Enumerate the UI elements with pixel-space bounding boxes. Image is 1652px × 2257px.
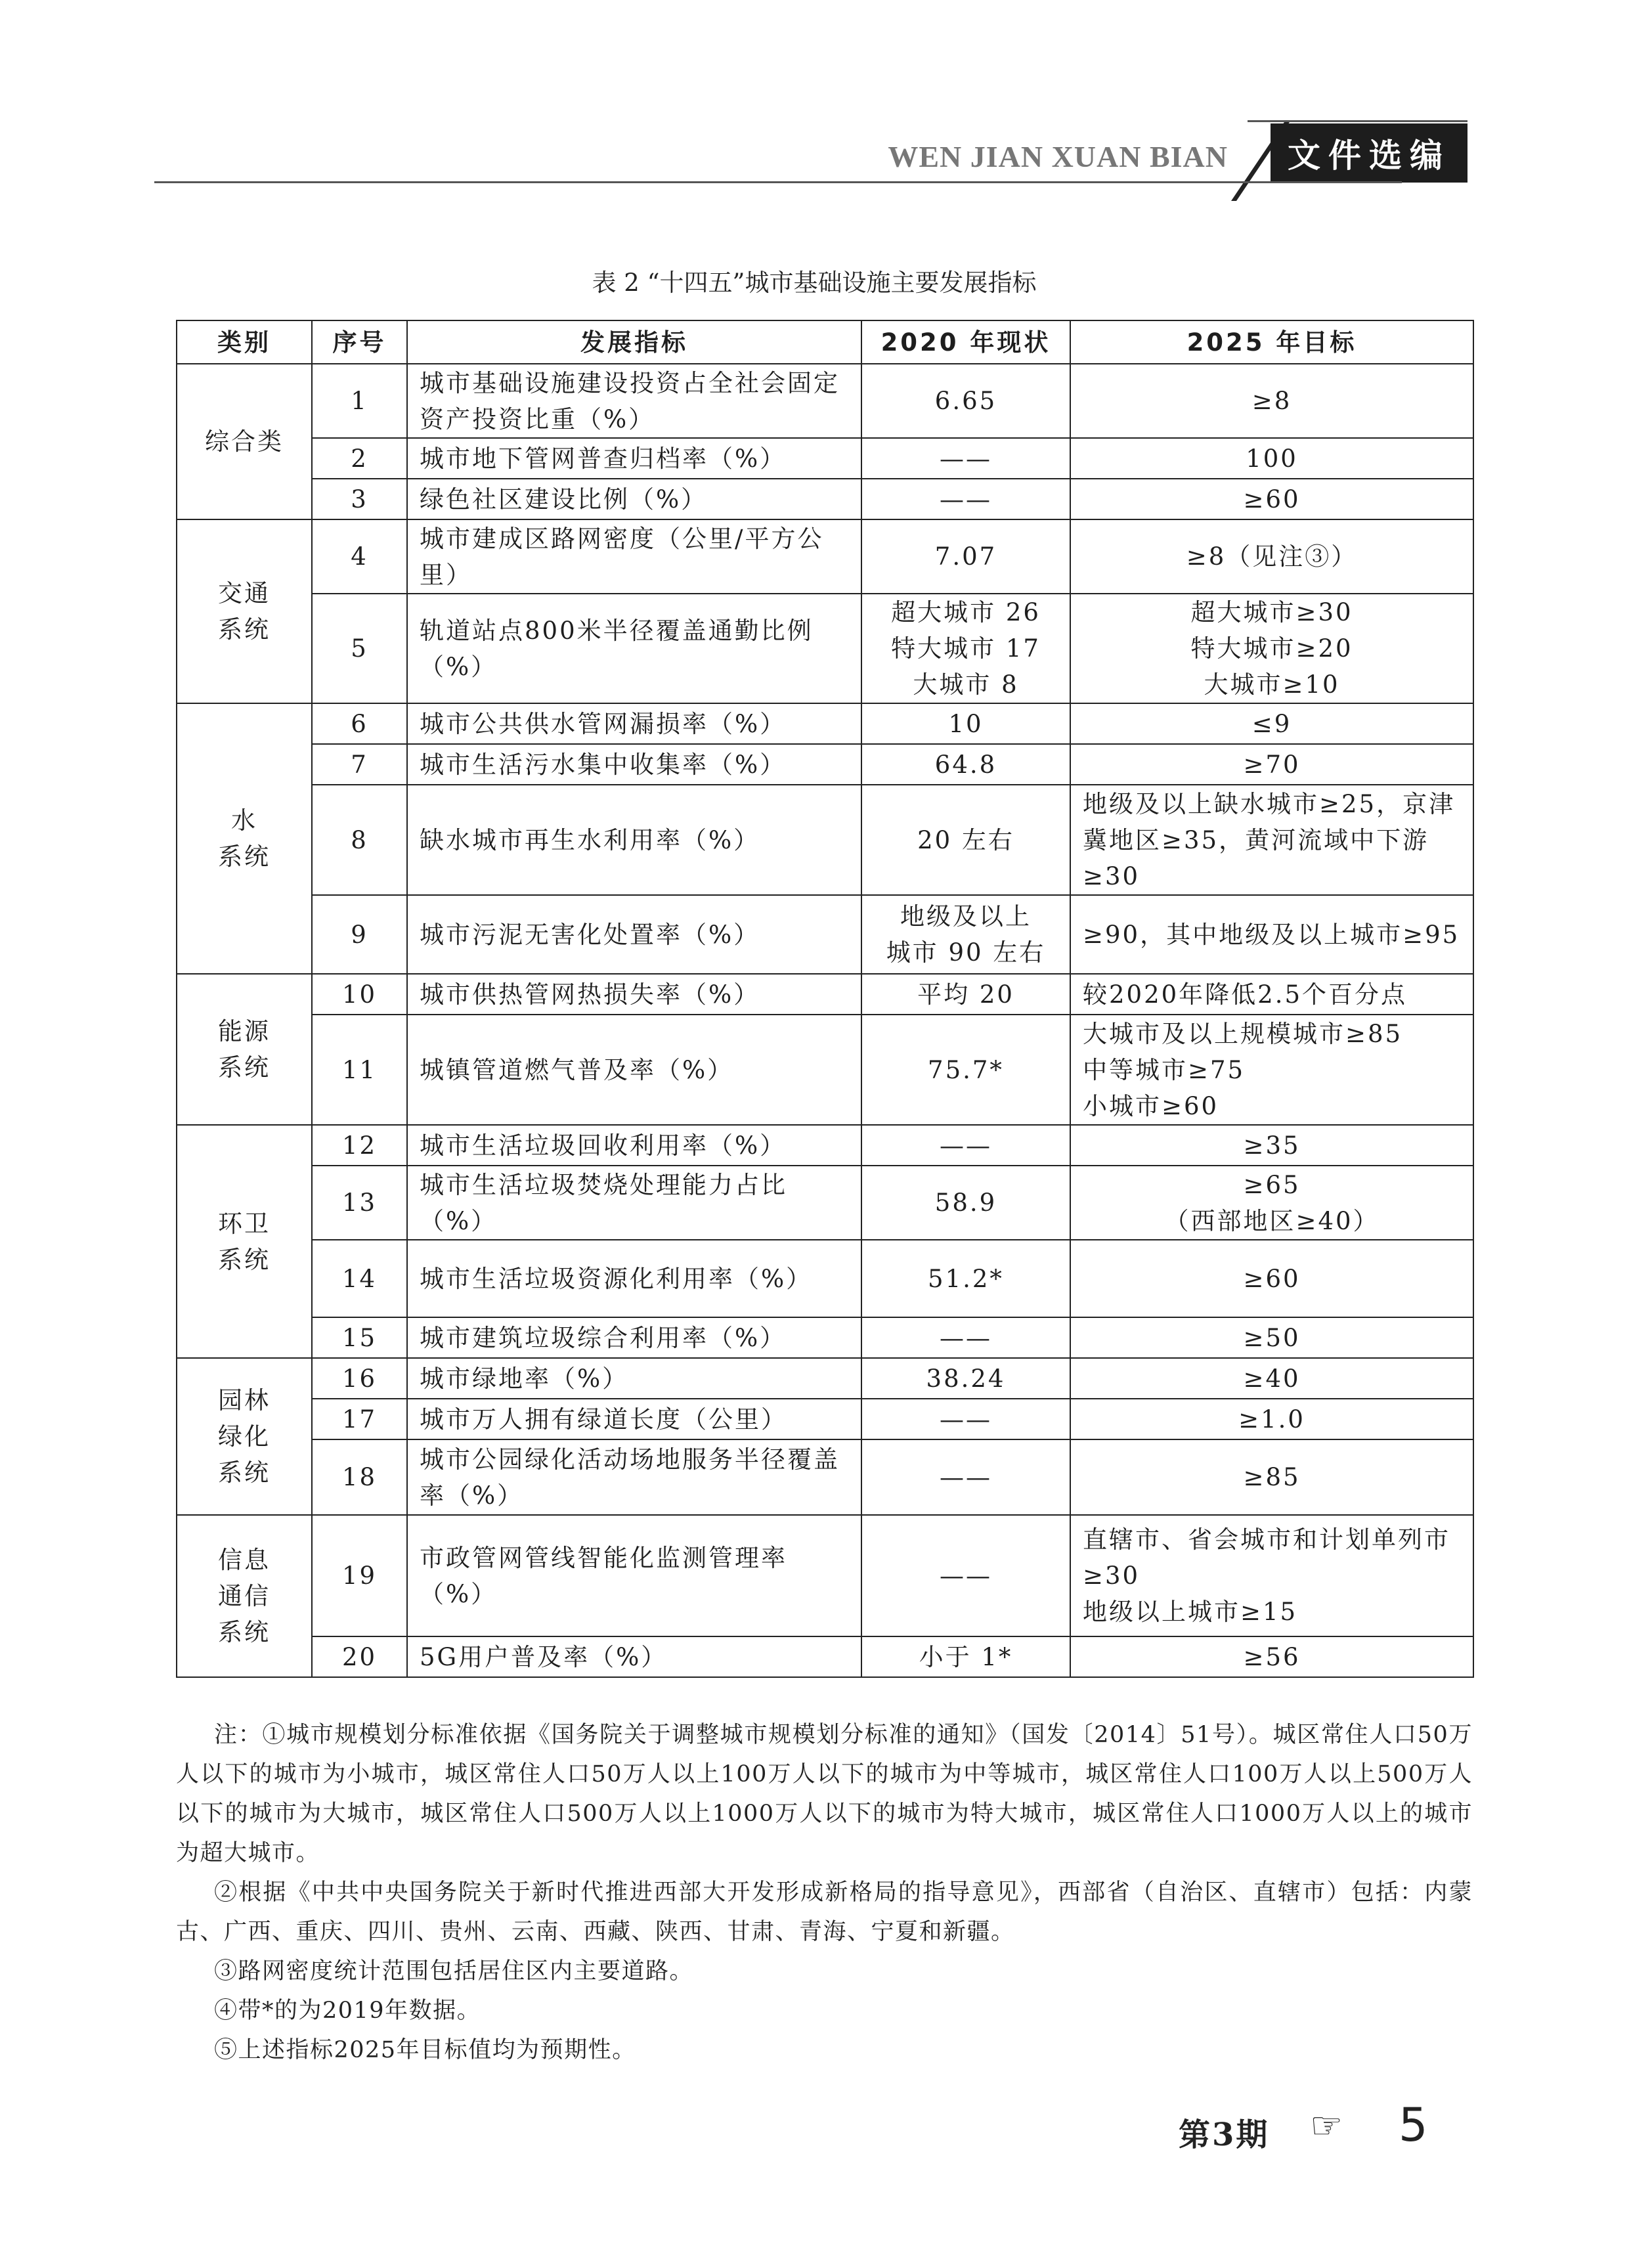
category-line: 系统 (218, 615, 271, 644)
table-row (177, 438, 1473, 479)
row-status: 51.2* (861, 1240, 1070, 1317)
category-huanwei (177, 1125, 312, 1358)
table-row (177, 1358, 1473, 1399)
row-target: ≥40 (1070, 1358, 1473, 1399)
row-status: —— (861, 438, 1070, 479)
category-shui (177, 703, 312, 974)
category-line: 信息 (218, 1546, 271, 1574)
row-indicator: 城市供热管网热损失率（%） (407, 974, 861, 1015)
row-status: —— (861, 1125, 1070, 1166)
row-status: —— (861, 1399, 1070, 1439)
row-target: 地级及以上缺水城市≥25，京津冀地区≥35，黄河流域中下游≥30 (1070, 785, 1473, 895)
table-row (177, 364, 1473, 438)
category-nengyuan (177, 974, 312, 1125)
col-header-indicator: 发展指标 (407, 320, 861, 364)
category-line: 绿化 (218, 1422, 271, 1451)
row-number: 10 (312, 974, 407, 1015)
row-target: ≥60 (1070, 1240, 1473, 1317)
row-status: —— (861, 1439, 1070, 1515)
row-indicator: 城镇管道燃气普及率（%） (407, 1015, 861, 1125)
row-status (861, 895, 1070, 974)
table-row (177, 974, 1473, 1015)
table-row (177, 1125, 1473, 1166)
header-latin-title: WEN JIAN XUAN BIAN (888, 140, 1228, 173)
table-notes (176, 1715, 1473, 2070)
status-line: 城市 90 左右 (886, 938, 1046, 967)
row-target: 较2020年降低2.5个百分点 (1070, 974, 1473, 1015)
row-indicator: 市政管网管线智能化监测管理率（%） (407, 1515, 861, 1636)
row-status: 平均 20 (861, 974, 1070, 1015)
target-line: 超大城市≥30 (1190, 598, 1353, 626)
row-number: 1 (312, 364, 407, 438)
category-line: 交通 (218, 579, 271, 607)
row-target: ≥50 (1070, 1317, 1473, 1358)
row-number: 8 (312, 785, 407, 895)
note-2: ②根据《中共中央国务院关于新时代推进西部大开发形成新格局的指导意见》，西部省（自治区、直辖市）包括：内蒙古、广西、重庆、四川、贵州、云南、西藏、陕西、甘肃、青海、宁夏和新疆。 (176, 1879, 1473, 1945)
note-5: ⑤上述指标2025年目标值均为预期性。 (214, 2037, 636, 2063)
row-number: 7 (312, 744, 407, 785)
table-header-row (177, 320, 1473, 364)
col-header-number: 序号 (312, 320, 407, 364)
table-row (177, 744, 1473, 785)
target-line: 小城市≥60 (1083, 1091, 1219, 1120)
row-status: 20 左右 (861, 785, 1070, 895)
note-4: ④带*的为2019年数据。 (214, 1998, 481, 2024)
table-row (177, 703, 1473, 744)
row-target (1070, 594, 1473, 703)
table-row (177, 1015, 1473, 1125)
category-line: 系统 (218, 843, 271, 871)
row-indicator: 城市建成区路网密度（公里/平方公里） (407, 519, 861, 594)
table-caption: 表 2 “十四五”城市基础设施主要发展指标 (592, 269, 1037, 297)
status-line: 超大城市 26 (891, 598, 1041, 626)
table-row (177, 1515, 1473, 1636)
row-indicator: 城市生活污水集中收集率（%） (407, 744, 861, 785)
row-target: ≥70 (1070, 744, 1473, 785)
row-number: 6 (312, 703, 407, 744)
row-target (1070, 1015, 1473, 1125)
row-number: 3 (312, 479, 407, 519)
row-number: 5 (312, 594, 407, 703)
table-row (177, 1317, 1473, 1358)
row-status: 75.7* (861, 1015, 1070, 1125)
row-status: —— (861, 1317, 1070, 1358)
target-line: 中等城市≥75 (1083, 1055, 1246, 1084)
row-number: 13 (312, 1166, 407, 1240)
row-target: ≥8 (1070, 364, 1473, 438)
row-target (1070, 1515, 1473, 1636)
target-line: 特大城市≥20 (1190, 634, 1353, 663)
status-line: 地级及以上 (900, 902, 1032, 931)
row-target: ≥60 (1070, 479, 1473, 519)
row-number: 18 (312, 1439, 407, 1515)
category-xinxi (177, 1515, 312, 1677)
table-row (177, 1636, 1473, 1677)
category-line: 环卫 (218, 1209, 271, 1238)
category-line: 能源 (218, 1017, 271, 1045)
row-target: ≥1.0 (1070, 1399, 1473, 1439)
row-target (1070, 1166, 1473, 1240)
row-status: 38.24 (861, 1358, 1070, 1399)
category-line: 系统 (218, 1458, 271, 1487)
page-number: 5 (1399, 2098, 1428, 2152)
header-rule (154, 181, 1402, 183)
row-status: —— (861, 1515, 1070, 1636)
row-indicator: 城市生活垃圾焚烧处理能力占比（%） (407, 1166, 861, 1240)
row-target: ≥85 (1070, 1439, 1473, 1515)
category-line: 园林 (218, 1386, 271, 1414)
status-line: 大城市 8 (913, 670, 1019, 699)
status-line: 特大城市 17 (891, 634, 1041, 663)
row-target: ≥8（见注③） (1070, 519, 1473, 594)
row-indicator: 城市公园绿化活动场地服务半径覆盖率（%） (407, 1439, 861, 1515)
target-line: 直辖市、省会城市和计划单列市≥30 (1083, 1525, 1450, 1590)
category-line: 系统 (218, 1053, 271, 1082)
row-indicator: 城市生活垃圾回收利用率（%） (407, 1125, 861, 1166)
row-status: 64.8 (861, 744, 1070, 785)
row-target: ≤9 (1070, 703, 1473, 744)
target-line: （西部地区≥40） (1164, 1206, 1380, 1235)
row-status: 6.65 (861, 364, 1070, 438)
col-header-target-2025: 2025 年目标 (1070, 320, 1473, 364)
target-line: 大城市≥10 (1204, 670, 1340, 699)
target-line: ≥65 (1243, 1170, 1301, 1199)
col-header-status-2020: 2020 年现状 (861, 320, 1070, 364)
target-line: 大城市及以上规模城市≥85 (1083, 1019, 1403, 1048)
note-1: 注：①城市规模划分标准依据《国务院关于调整城市规模划分标准的通知》（国发〔2014〕51号）。城区常住人口50万人以下的城市为小城市，城区常住人口50万人以上100万人以下的城市为中等城市，城区常住人口100万人以上500万人以下的城市为大城市，城区常住人口500万人以上1000万人以下的城市为特大城市，城区常住人口1000万人以上的城市为超大城市。 (176, 1722, 1473, 1866)
table-row (177, 785, 1473, 895)
row-target: ≥56 (1070, 1636, 1473, 1677)
row-number: 4 (312, 519, 407, 594)
row-number: 2 (312, 438, 407, 479)
row-target: ≥35 (1070, 1125, 1473, 1166)
row-number: 19 (312, 1515, 407, 1636)
row-indicator: 轨道站点800米半径覆盖通勤比例（%） (407, 594, 861, 703)
row-status: 58.9 (861, 1166, 1070, 1240)
row-number: 17 (312, 1399, 407, 1439)
row-indicator: 城市基础设施建设投资占全社会固定资产投资比重（%） (407, 364, 861, 438)
header-section-title: 文件选编 (1271, 123, 1467, 183)
category-line: 通信 (218, 1582, 271, 1610)
pointing-hand-icon: ☞ (1310, 2105, 1343, 2147)
row-target: 100 (1070, 438, 1473, 479)
issue-number: 第3期 (1179, 2116, 1270, 2153)
category-jiaotong (177, 519, 312, 703)
row-status: 小于 1* (861, 1636, 1070, 1677)
row-indicator: 城市建筑垃圾综合利用率（%） (407, 1317, 861, 1358)
row-status: 7.07 (861, 519, 1070, 594)
row-indicator: 城市生活垃圾资源化利用率（%） (407, 1240, 861, 1317)
category-line: 系统 (218, 1245, 271, 1274)
table-row (177, 895, 1473, 974)
row-number: 14 (312, 1240, 407, 1317)
header-rule-top (1248, 120, 1467, 122)
category-zonghe: 综合类 (177, 364, 312, 519)
category-line: 水 (231, 806, 257, 835)
col-header-category: 类别 (177, 320, 312, 364)
row-indicator: 缺水城市再生水利用率（%） (407, 785, 861, 895)
row-indicator: 城市绿地率（%） (407, 1358, 861, 1399)
row-indicator: 城市地下管网普查归档率（%） (407, 438, 861, 479)
row-indicator: 城市污泥无害化处置率（%） (407, 895, 861, 974)
row-number: 12 (312, 1125, 407, 1166)
row-status (861, 594, 1070, 703)
row-indicator: 5G用户普及率（%） (407, 1636, 861, 1677)
row-target: ≥90，其中地级及以上城市≥95 (1070, 895, 1473, 974)
table-row (177, 1240, 1473, 1317)
table-row (177, 1166, 1473, 1240)
row-status: —— (861, 479, 1070, 519)
table-row (177, 479, 1473, 519)
row-number: 16 (312, 1358, 407, 1399)
category-yuanlin (177, 1358, 312, 1515)
indicator-table (176, 320, 1474, 1678)
row-number: 9 (312, 895, 407, 974)
table-row (177, 1399, 1473, 1439)
table-row (177, 1439, 1473, 1515)
row-number: 20 (312, 1636, 407, 1677)
row-status: 10 (861, 703, 1070, 744)
row-indicator: 绿色社区建设比例（%） (407, 479, 861, 519)
table-row (177, 519, 1473, 594)
row-indicator: 城市公共供水管网漏损率（%） (407, 703, 861, 744)
category-line: 系统 (218, 1618, 271, 1646)
row-number: 11 (312, 1015, 407, 1125)
table-row (177, 594, 1473, 703)
row-indicator: 城市万人拥有绿道长度（公里） (407, 1399, 861, 1439)
target-line: 地级以上城市≥15 (1083, 1598, 1298, 1626)
note-3: ③路网密度统计范围包括居住区内主要道路。 (214, 1958, 694, 1984)
row-number: 15 (312, 1317, 407, 1358)
